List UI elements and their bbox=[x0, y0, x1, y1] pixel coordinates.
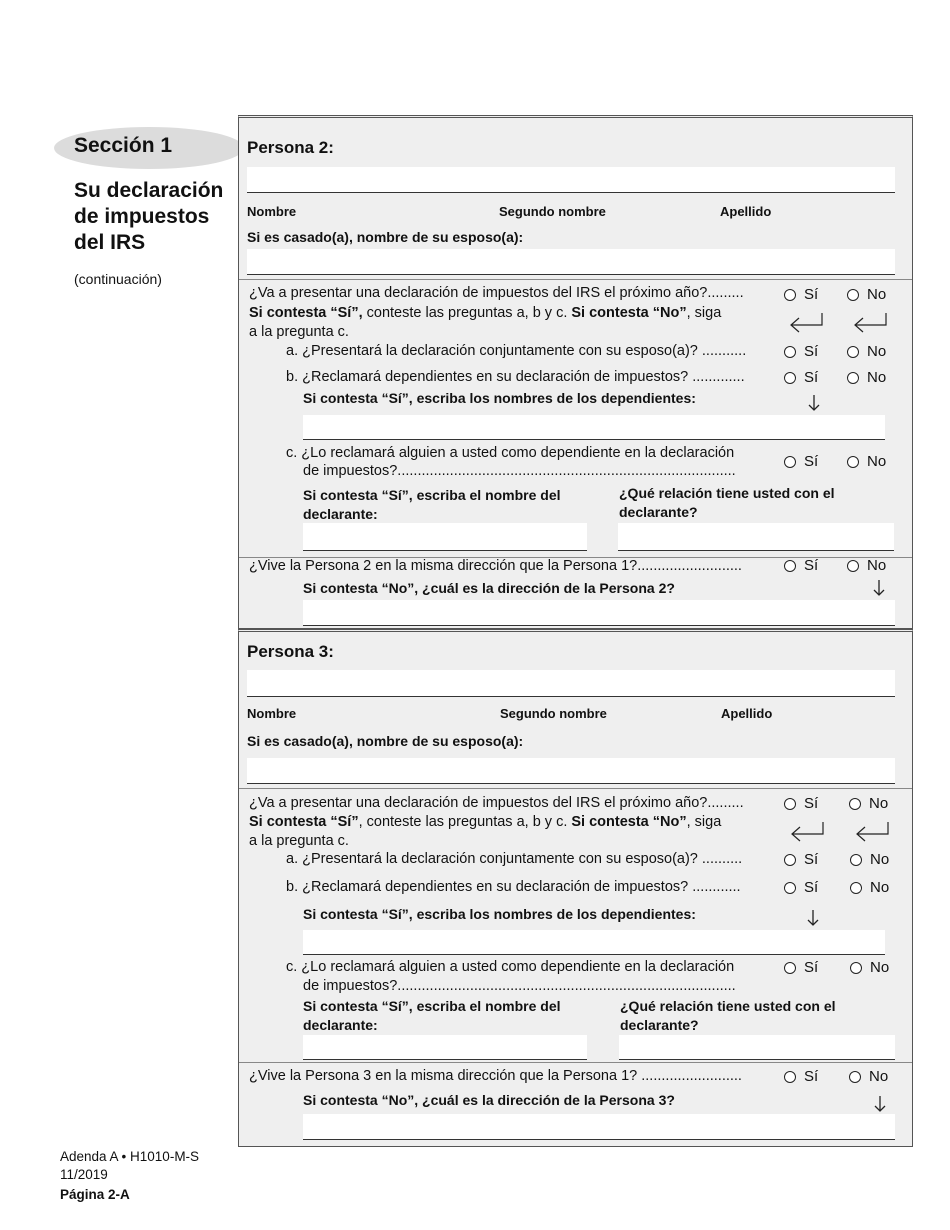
file-taxes-yes[interactable]: Sí bbox=[784, 795, 818, 812]
claimed-question-line2: de impuestos?.................................................................................... bbox=[303, 463, 736, 479]
form-date: 11/2019 bbox=[60, 1167, 108, 1182]
down-arrow-icon bbox=[806, 909, 820, 927]
last-name-label: Apellido bbox=[721, 706, 773, 721]
radio-icon bbox=[784, 798, 796, 810]
claimed-no[interactable]: No bbox=[847, 453, 886, 470]
radio-icon bbox=[784, 560, 796, 572]
return-arrow-icon bbox=[789, 820, 825, 842]
file-taxes-no[interactable]: No bbox=[849, 795, 888, 812]
dependents-yes[interactable]: Sí bbox=[784, 369, 818, 386]
same-address-no[interactable]: No bbox=[849, 1068, 888, 1085]
file-taxes-question: ¿Va a presentar una declaración de impuestos del IRS el próximo año?......... bbox=[249, 285, 744, 301]
radio-icon bbox=[850, 854, 862, 866]
person-title: Persona 3: bbox=[247, 642, 334, 661]
section-heading-line: Su declaración bbox=[74, 179, 224, 202]
claimant-name-label-line2: declarante: bbox=[303, 1017, 378, 1033]
middle-name-label: Segundo nombre bbox=[500, 706, 607, 721]
return-arrow-icon bbox=[788, 311, 824, 333]
same-address-question: ¿Vive la Persona 3 en la misma dirección que la Persona 1? ......................... bbox=[249, 1068, 742, 1084]
return-arrow-icon bbox=[852, 311, 888, 333]
down-arrow-icon bbox=[872, 579, 886, 597]
claimed-question-line2: de impuestos?.................................................................................... bbox=[303, 978, 736, 994]
joint-filing-no[interactable]: No bbox=[847, 343, 886, 360]
address-instruction: Si contesta “No”, ¿cuál es la dirección de la Persona 2? bbox=[303, 580, 675, 596]
address-input[interactable] bbox=[303, 600, 895, 626]
page-number: Página 2-A bbox=[60, 1187, 130, 1202]
radio-icon bbox=[784, 289, 796, 301]
spouse-name-input[interactable] bbox=[247, 758, 895, 784]
dependents-names-input[interactable] bbox=[303, 415, 885, 440]
person-3-panel bbox=[238, 629, 913, 1147]
person-title: Persona 2: bbox=[247, 138, 334, 157]
section-heading-line: de impuestos bbox=[74, 205, 210, 228]
section-heading bbox=[74, 178, 244, 256]
middle-name-label: Segundo nombre bbox=[499, 204, 606, 219]
first-name-label: Nombre bbox=[247, 706, 297, 721]
claimant-name-label-line2: declarante: bbox=[303, 506, 378, 522]
claimed-no[interactable]: No bbox=[850, 959, 889, 976]
spouse-label: Si es casado(a), nombre de su esposo(a): bbox=[247, 229, 524, 245]
file-taxes-instruction: Si contesta “Sí”, conteste las preguntas a, b y c. Si contesta “No”, siga bbox=[249, 814, 722, 830]
relationship-label: ¿Qué relación tiene usted con el bbox=[620, 998, 836, 1014]
divider bbox=[239, 788, 912, 789]
address-instruction: Si contesta “No”, ¿cuál es la dirección de la Persona 3? bbox=[303, 1092, 675, 1108]
claimed-yes[interactable]: Sí bbox=[784, 453, 818, 470]
radio-icon bbox=[784, 346, 796, 358]
claimed-question: c. ¿Lo reclamará alguien a usted como dependiente en la declaración bbox=[286, 445, 735, 461]
return-arrow-icon bbox=[854, 820, 890, 842]
radio-icon bbox=[849, 798, 861, 810]
down-arrow-icon bbox=[873, 1095, 887, 1113]
last-name-label: Apellido bbox=[720, 204, 772, 219]
file-taxes-instruction: Si contesta “Sí”, conteste las preguntas a, b y c. Si contesta “No”, siga bbox=[249, 305, 722, 321]
dependents-question: b. ¿Reclamará dependientes en su declaración de impuestos? ............. bbox=[286, 369, 745, 385]
file-taxes-question: ¿Va a presentar una declaración de impuestos del IRS el próximo año?......... bbox=[249, 795, 744, 811]
joint-filing-no[interactable]: No bbox=[850, 851, 889, 868]
person-name-input[interactable] bbox=[247, 670, 895, 697]
file-taxes-no[interactable]: No bbox=[847, 286, 886, 303]
claimed-question: c. ¿Lo reclamará alguien a usted como dependiente en la declaración bbox=[286, 959, 735, 975]
joint-filing-yes[interactable]: Sí bbox=[784, 343, 818, 360]
section-title: Sección 1 bbox=[74, 134, 173, 157]
same-address-question: ¿Vive la Persona 2 en la misma dirección que la Persona 1?.......................... bbox=[249, 558, 742, 574]
claimant-name-input[interactable] bbox=[303, 523, 587, 551]
address-input[interactable] bbox=[303, 1114, 895, 1140]
divider bbox=[239, 279, 912, 280]
radio-icon bbox=[849, 1071, 861, 1083]
radio-icon bbox=[784, 962, 796, 974]
relationship-input[interactable] bbox=[618, 523, 894, 551]
file-taxes-instruction-line2: a la pregunta c. bbox=[249, 324, 349, 340]
radio-icon bbox=[784, 1071, 796, 1083]
relationship-label-line2: declarante? bbox=[619, 504, 698, 520]
radio-icon bbox=[847, 372, 859, 384]
down-arrow-icon bbox=[807, 394, 821, 412]
joint-filing-yes[interactable]: Sí bbox=[784, 851, 818, 868]
spouse-name-input[interactable] bbox=[247, 249, 895, 275]
dependents-yes[interactable]: Sí bbox=[784, 879, 818, 896]
first-name-label: Nombre bbox=[247, 204, 297, 219]
radio-icon bbox=[784, 456, 796, 468]
relationship-label-line2: declarante? bbox=[620, 1017, 699, 1033]
radio-icon bbox=[850, 882, 862, 894]
radio-icon bbox=[784, 882, 796, 894]
radio-icon bbox=[784, 372, 796, 384]
radio-icon bbox=[847, 560, 859, 572]
claimant-name-label: Si contesta “Sí”, escriba el nombre del bbox=[303, 487, 561, 503]
person-name-input[interactable] bbox=[247, 167, 895, 193]
person-2-panel bbox=[238, 115, 913, 629]
relationship-input[interactable] bbox=[619, 1035, 895, 1060]
radio-icon bbox=[784, 854, 796, 866]
dependents-instruction: Si contesta “Sí”, escriba los nombres de los dependientes: bbox=[303, 390, 696, 406]
dependents-no[interactable]: No bbox=[847, 369, 886, 386]
dependents-names-input[interactable] bbox=[303, 930, 885, 955]
joint-filing-question: a. ¿Presentará la declaración conjuntamente con su esposo(a)? ........... bbox=[286, 343, 747, 359]
radio-icon bbox=[847, 289, 859, 301]
claimed-yes[interactable]: Sí bbox=[784, 959, 818, 976]
dependents-instruction: Si contesta “Sí”, escriba los nombres de los dependientes: bbox=[303, 906, 696, 922]
joint-filing-question: a. ¿Presentará la declaración conjuntamente con su esposo(a)? .......... bbox=[286, 851, 743, 867]
form-id-line: Adenda A • H1010-M-S bbox=[60, 1149, 200, 1164]
radio-icon bbox=[847, 456, 859, 468]
radio-icon bbox=[847, 346, 859, 358]
spouse-label: Si es casado(a), nombre de su esposo(a): bbox=[247, 733, 524, 749]
dependents-no[interactable]: No bbox=[850, 879, 889, 896]
same-address-no[interactable]: No bbox=[847, 557, 886, 574]
claimant-name-label: Si contesta “Sí”, escriba el nombre del bbox=[303, 998, 561, 1014]
section-heading-line: del IRS bbox=[74, 231, 146, 254]
form-id bbox=[60, 1148, 199, 1184]
file-taxes-yes[interactable]: Sí bbox=[784, 286, 818, 303]
relationship-label: ¿Qué relación tiene usted con el bbox=[619, 485, 835, 501]
divider bbox=[239, 1062, 912, 1063]
radio-icon bbox=[850, 962, 862, 974]
same-address-yes[interactable]: Sí bbox=[784, 1068, 818, 1085]
dependents-question: b. ¿Reclamará dependientes en su declaración de impuestos? ............ bbox=[286, 879, 741, 895]
claimant-name-input[interactable] bbox=[303, 1035, 587, 1060]
same-address-yes[interactable]: Sí bbox=[784, 557, 818, 574]
continuation-note: (continuación) bbox=[74, 271, 162, 287]
file-taxes-instruction-line2: a la pregunta c. bbox=[249, 833, 349, 849]
